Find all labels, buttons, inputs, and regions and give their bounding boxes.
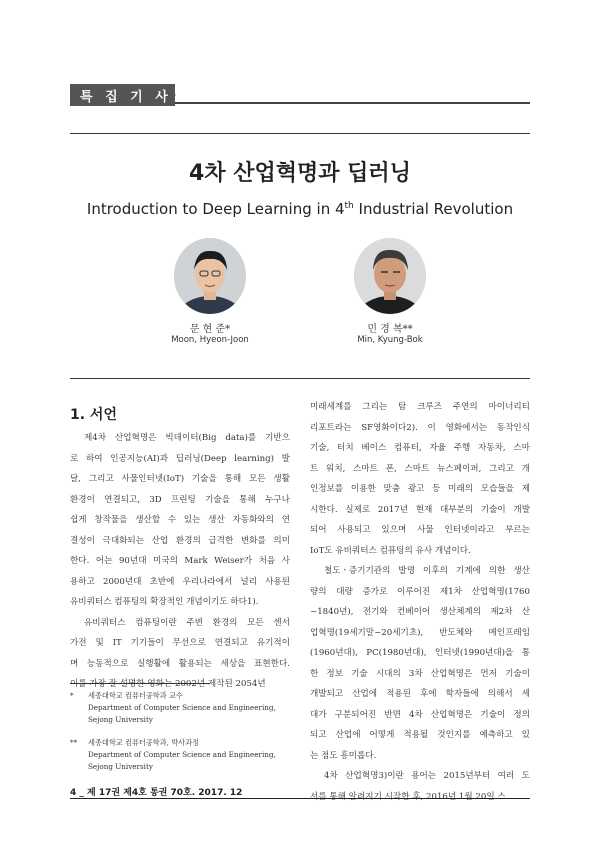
body-line: 쉽게 창작물을 생산할 수 있는 생산 자동화와의 연 [70,515,290,525]
portrait-icon [174,238,246,314]
body-line: 가전 및 IT 기기들이 무선으로 연결되고 유기적이 [70,638,290,648]
article-title: 4차 산업혁명과 딥러닝 [189,161,411,186]
subtitle-text: Introduction to Deep Learning in 4 [86,200,345,218]
subtitle-text-end: Industrial Revolution [353,200,514,218]
body-line: 제4차 산업혁명은 빅데이터(Big data)를 기반으 [84,433,290,443]
article-subtitle [0,200,600,218]
body-line: ~1840년), 전기와 컨베이어 생산체계의 제2차 산 [310,607,530,617]
body-line: 업혁명(19세기말~20세기초), 반도체와 메인프레임 [310,627,530,638]
footnote-rule [70,683,210,684]
body-line: 철도ㆍ증기기관의 발명 이후의 기계에 의한 생산 [324,566,530,576]
footnote-line: Department of Computer Science and Engineering, [88,703,276,712]
header-rule [175,102,530,104]
body-line: 로 하여 인공지능(AI)과 딥러닝(Deep learning) 발 [70,453,290,464]
body-line: IoT도 유비쿼터스 컴퓨팅의 유사 개념이다. [310,545,471,556]
body-line: 4차 산업혁명3)이란 용어는 2015년부터 여러 도 [324,771,530,781]
footnote-line: 세종대학교 컴퓨터공학과 교수 [88,691,183,700]
body-line: 용하고 2000년대 초반에 우리나라에서 널리 사용된 [70,576,290,587]
subtitle-superscript: th [344,201,354,211]
body-line: 미래세계를 그리는 탐 크루즈 주연의 마이너리티 [310,402,530,412]
author-name-en-2: Min, Kyung-Bok [357,335,423,345]
body-line: 결성이 극대화되는 산업 환경의 급격한 변화를 의미 [70,535,290,546]
body-line: 유비쿼터스 컴퓨팅의 확장적인 개념이기도 하다1). [70,597,259,607]
body-column-left [70,428,290,695]
footnote [70,737,300,773]
body-line: 는 점도 흥미롭다. [310,750,377,761]
author-name-kr-1: 문 현 준* [189,324,231,335]
body-line: 며 능동적으로 실행활에 활용되는 세상을 표현한다. [70,658,290,669]
body-line: 기술, 터치 베이스 컴퓨터, 자율 주행 자동차, 스마 [310,443,530,453]
body-line: 달, 그리고 사물인터넷(IoT) 기술을 통해 모든 생활 [70,474,290,484]
footnote-line: Sejong University [88,762,153,771]
section-label: 특 집 기 사 [80,90,172,105]
body-line: (1960년대), PC(1980년대), 인터넷(1990년대)을 통 [310,648,530,658]
author-name-kr-2: 민 경 복** [367,324,413,335]
body-line: 이를 가장 잘 설명한 영화는 2002년 제작된 2054년 [70,679,266,689]
body-line: 대가 구분되어진 반면 4차 산업혁명은 기술이 정의 [310,709,530,720]
footer-rule [70,798,530,799]
author-name-en-1: Moon, Hyeon-Joon [171,335,249,345]
body-line: 한다. 어는 90년대 미국의 Mark Weiser가 처음 사 [70,556,290,566]
body-line: 리포트라는 SF영화이다2). 이 영화에서는 동작인식 [310,422,530,433]
body-line: 개발되고 산업에 적용된 후에 학자들에 의해서 세 [310,689,530,699]
author-photo-2 [354,238,426,314]
body-line: 트 워치, 스마트 폰, 스마트 뉴스페이퍼, 그리고 개 [310,463,530,474]
body-line: 되어 사용되고 있으며 사물 인터넷이라고 부르는 [310,525,530,535]
body-line: 시한다. 실제로 2017년 현재 대부분의 기술이 개발 [310,504,530,515]
footnote-line: Sejong University [88,715,153,724]
body-line: 량의 대량 증가로 이루어진 제1차 산업혁명(1760 [310,586,530,597]
footnote-mark: ** [70,738,78,747]
footnote [70,690,300,726]
body-line: 서를 통해 알려지기 시작한 후, 2016년 1월 20일 스 [310,791,506,802]
footnote-line: Department of Computer Science and Engineering, [88,750,276,759]
authors-bottom-rule [70,378,530,379]
section-heading: 1. 서언 [70,407,117,423]
body-line: 한 정보 기술 시대의 3차 산업혁명은 먼저 기술이 [310,668,530,679]
page-footer: 4 _ 제 17권 제4호 통권 70호. 2017. 12 [70,788,243,798]
body-column-right [310,397,530,807]
footnote-line: 세종대학교 컴퓨터공학과, 박사과정 [88,738,200,747]
author-photo-1 [174,238,246,314]
portrait-icon [354,238,426,314]
body-line: 유비쿼터스 컴퓨팅이란 주변 환경의 모든 센서 [84,617,290,628]
footnote-mark: * [70,691,74,700]
title-top-rule [70,133,530,134]
body-line: 인정보를 이용한 맞춤 광고 등 미래의 모습들을 제 [310,484,530,494]
body-line: 환경이 연결되고, 3D 프린팅 기술을 통해 누구나 [70,494,290,505]
body-line: 되고 산업에 어떻게 적용될 것인지를 예측하고 있 [310,730,530,740]
